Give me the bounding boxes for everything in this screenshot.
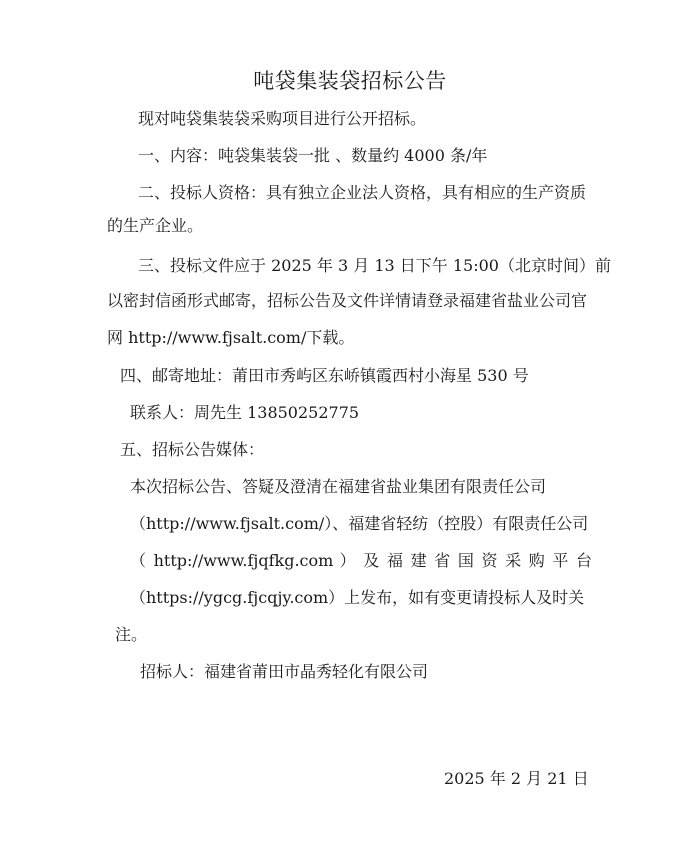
intro-paragraph: 现对吨袋集装袋采购项目进行公开招标。 — [138, 109, 427, 128]
tenderer-signature: 招标人：福建省莆田市晶秀轻化有限公司 — [140, 662, 429, 681]
section-qualification-line1: 二、投标人资格：具有独立企业法人资格，具有相应的生产资质 — [138, 183, 587, 202]
section-media-line2: （http://www.fjsalt.com/）、福建省轻纺（控股）有限责任公司 — [130, 514, 589, 533]
section-submission-line2: 以密封信函形式邮寄，招标公告及文件详情请登录福建省盐业公司官 — [107, 291, 588, 310]
section-media-line3: （ http://www.fjqfkg.com ） 及 福 建 省 国 资 采 购 平 台 — [130, 551, 592, 570]
document-date: 2025 年 2 月 21 日 — [444, 769, 589, 788]
section-media-line1: 本次招标公告、答疑及澄清在福建省盐业集团有限责任公司 — [130, 477, 547, 496]
section-media-heading: 五、招标公告媒体： — [120, 440, 265, 459]
section-media-line5: 注。 — [115, 625, 148, 644]
section-media-line4: （https://ygcg.fjcqjy.com）上发布，如有变更请投标人及时关 — [130, 588, 585, 607]
document-title: 吨袋集装袋招标公告 — [253, 69, 447, 93]
section-mailing-address: 四、邮寄地址：莆田市秀屿区东峤镇霞西村小海星 530 号 — [120, 366, 529, 385]
section-submission-line1: 三、投标文件应于 2025 年 3 月 13 日下午 15:00（北京时间）前 — [138, 256, 611, 275]
section-qualification-line2: 的生产企业。 — [107, 216, 204, 235]
contact-person: 联系人：周先生 13850252775 — [130, 403, 360, 422]
section-content: 一、内容：吨袋集装袋一批 、数量约 4000 条/年 — [138, 146, 488, 165]
section-submission-line3: 网 http://www.fjsalt.com/下载。 — [107, 328, 355, 347]
